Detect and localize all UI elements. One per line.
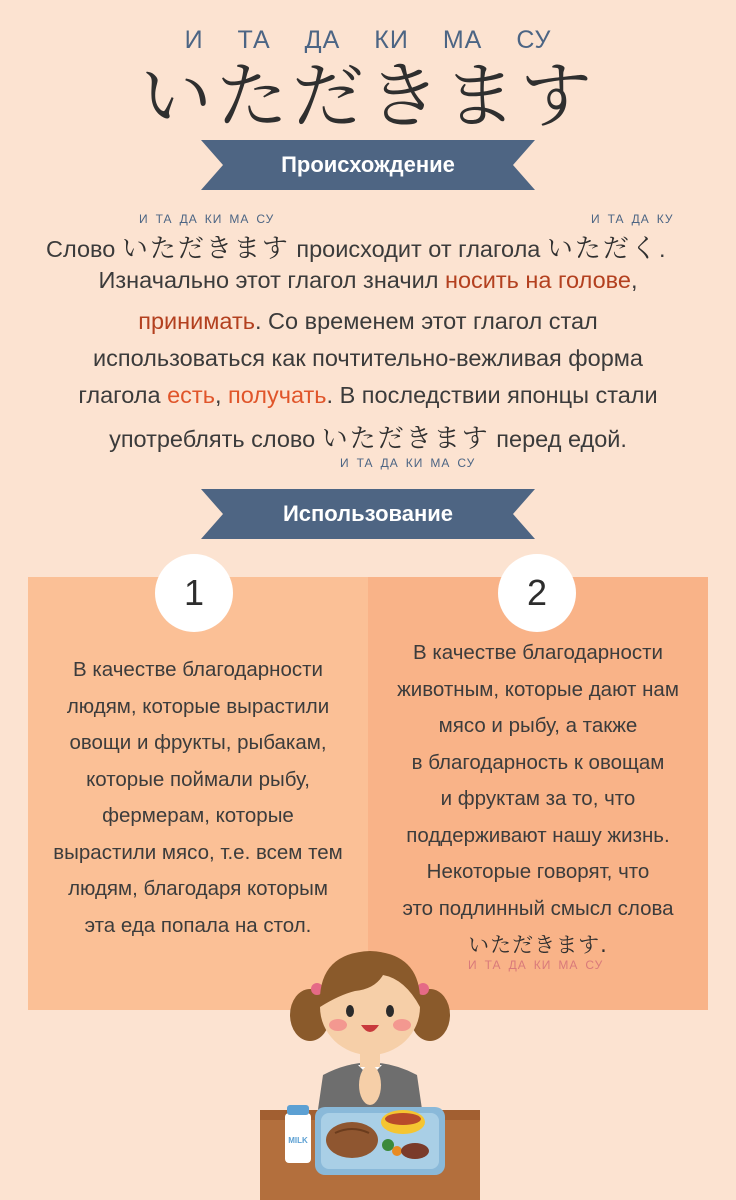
reading-syllable: СУ: [256, 212, 275, 226]
reading-syllable: МА: [558, 958, 579, 972]
milk-label: MILK: [288, 1136, 308, 1145]
page-title: いただきます: [139, 54, 596, 138]
number-badge-2: 2: [498, 554, 576, 632]
origin-line-6: [0, 418, 736, 455]
reading-syllable: И: [340, 456, 350, 470]
highlight-text: получать: [228, 382, 327, 408]
card-2-reading: [468, 958, 610, 972]
origin-line-2: [0, 267, 736, 294]
card-line: В качестве благодарности: [413, 641, 663, 664]
reading-syllable: КИ: [405, 456, 424, 470]
card-line: мясо и рыбу, а также: [438, 714, 638, 737]
card-line: эта еда попала на стол.: [84, 913, 312, 937]
usage-ribbon: [201, 489, 535, 539]
reading-itadaku: [591, 212, 680, 226]
japanese-word: いただく: [546, 234, 659, 264]
highlight-text: носить на голове: [444, 267, 631, 293]
card-line: это подлинный смысл слова: [402, 896, 674, 920]
japanese-word: いただきます: [321, 424, 490, 454]
origin-line-3: [0, 308, 736, 335]
reading-syllable: И: [139, 212, 149, 226]
reading-syllable: ТА: [484, 958, 502, 972]
card-2-text: [368, 635, 708, 964]
text: употреблять слово: [109, 426, 316, 452]
card-line: Некоторые говорят, что: [426, 860, 650, 883]
reading-syllable: ДА: [508, 958, 527, 972]
text: . Со временем этот глагол стал: [255, 308, 598, 334]
card-line: фермерам, которые: [102, 804, 294, 827]
japanese-word: いただきます.: [468, 933, 608, 957]
reading-syllable: ДА: [304, 26, 341, 54]
text: ,: [214, 382, 222, 408]
text: . В последствии японцы стали: [326, 382, 658, 408]
text: ,: [630, 267, 638, 293]
reading-syllable: СУ: [516, 26, 552, 54]
reading-syllable: СУ: [585, 958, 604, 972]
reading-syllable: КИ: [204, 212, 223, 226]
card-line: В качестве благодарности: [73, 658, 323, 681]
reading-syllable: СУ: [457, 456, 476, 470]
reading-syllable: МА: [430, 456, 451, 470]
text: перед едой.: [496, 426, 627, 452]
text: Слово: [46, 236, 116, 262]
card-line: людям, которые вырастили: [66, 694, 330, 718]
reading-bottom: [340, 456, 482, 470]
number-badge-1: 1: [155, 554, 233, 632]
text: Изначально этот глагол значил: [98, 267, 439, 293]
japanese-word: いただきます: [121, 234, 290, 264]
reading-syllable: МА: [229, 212, 250, 226]
reading-itadakimasu: [139, 212, 281, 226]
card-line: вырастили мясо, т.е. всем тем: [53, 840, 343, 864]
reading-syllable: ТА: [155, 212, 173, 226]
girl-eating-illustration: [255, 925, 485, 1200]
card-line: в благодарность к овощам: [411, 750, 665, 774]
origin-line-5: [0, 382, 736, 409]
reading-syllable: КИ: [374, 26, 409, 54]
reading-syllable: ТА: [356, 456, 374, 470]
card-line: и фруктам за то, что: [440, 787, 636, 810]
title-reading: [0, 26, 736, 55]
reading-syllable: ДА: [380, 456, 399, 470]
reading-syllable: И: [591, 212, 601, 226]
usage-ribbon-label: Использование: [282, 501, 454, 526]
card-line: овощи и фрукты, рыбакам,: [69, 731, 327, 754]
card-line: людям, благодаря которым: [68, 877, 328, 900]
reading-syllable: ДА: [631, 212, 650, 226]
origin-line-1: [46, 228, 665, 265]
reading-syllable: МА: [442, 26, 483, 54]
reading-syllable: И: [468, 958, 478, 972]
text: глагола: [78, 382, 161, 408]
reading-syllable: КИ: [533, 958, 552, 972]
highlight-text: принимать: [138, 308, 255, 334]
card-line: животным, которые дают нам: [397, 677, 679, 701]
origin-ribbon: [201, 140, 535, 190]
highlight-text: есть: [167, 382, 215, 408]
origin-line-4: использоваться как почтительно-вежливая форма: [92, 345, 643, 371]
reading-syllable: КУ: [656, 212, 674, 226]
card-line: которые поймали рыбу,: [86, 767, 310, 791]
origin-ribbon-label: Происхождение: [281, 152, 455, 177]
text: .: [658, 236, 666, 262]
reading-syllable: ТА: [607, 212, 625, 226]
reading-syllable: ДА: [179, 212, 198, 226]
text: происходит от глагола: [296, 236, 541, 262]
card-1-text: [28, 652, 368, 944]
reading-syllable: ТА: [237, 26, 271, 54]
card-line: поддерживают нашу жизнь.: [406, 823, 670, 847]
reading-syllable: И: [184, 26, 204, 54]
